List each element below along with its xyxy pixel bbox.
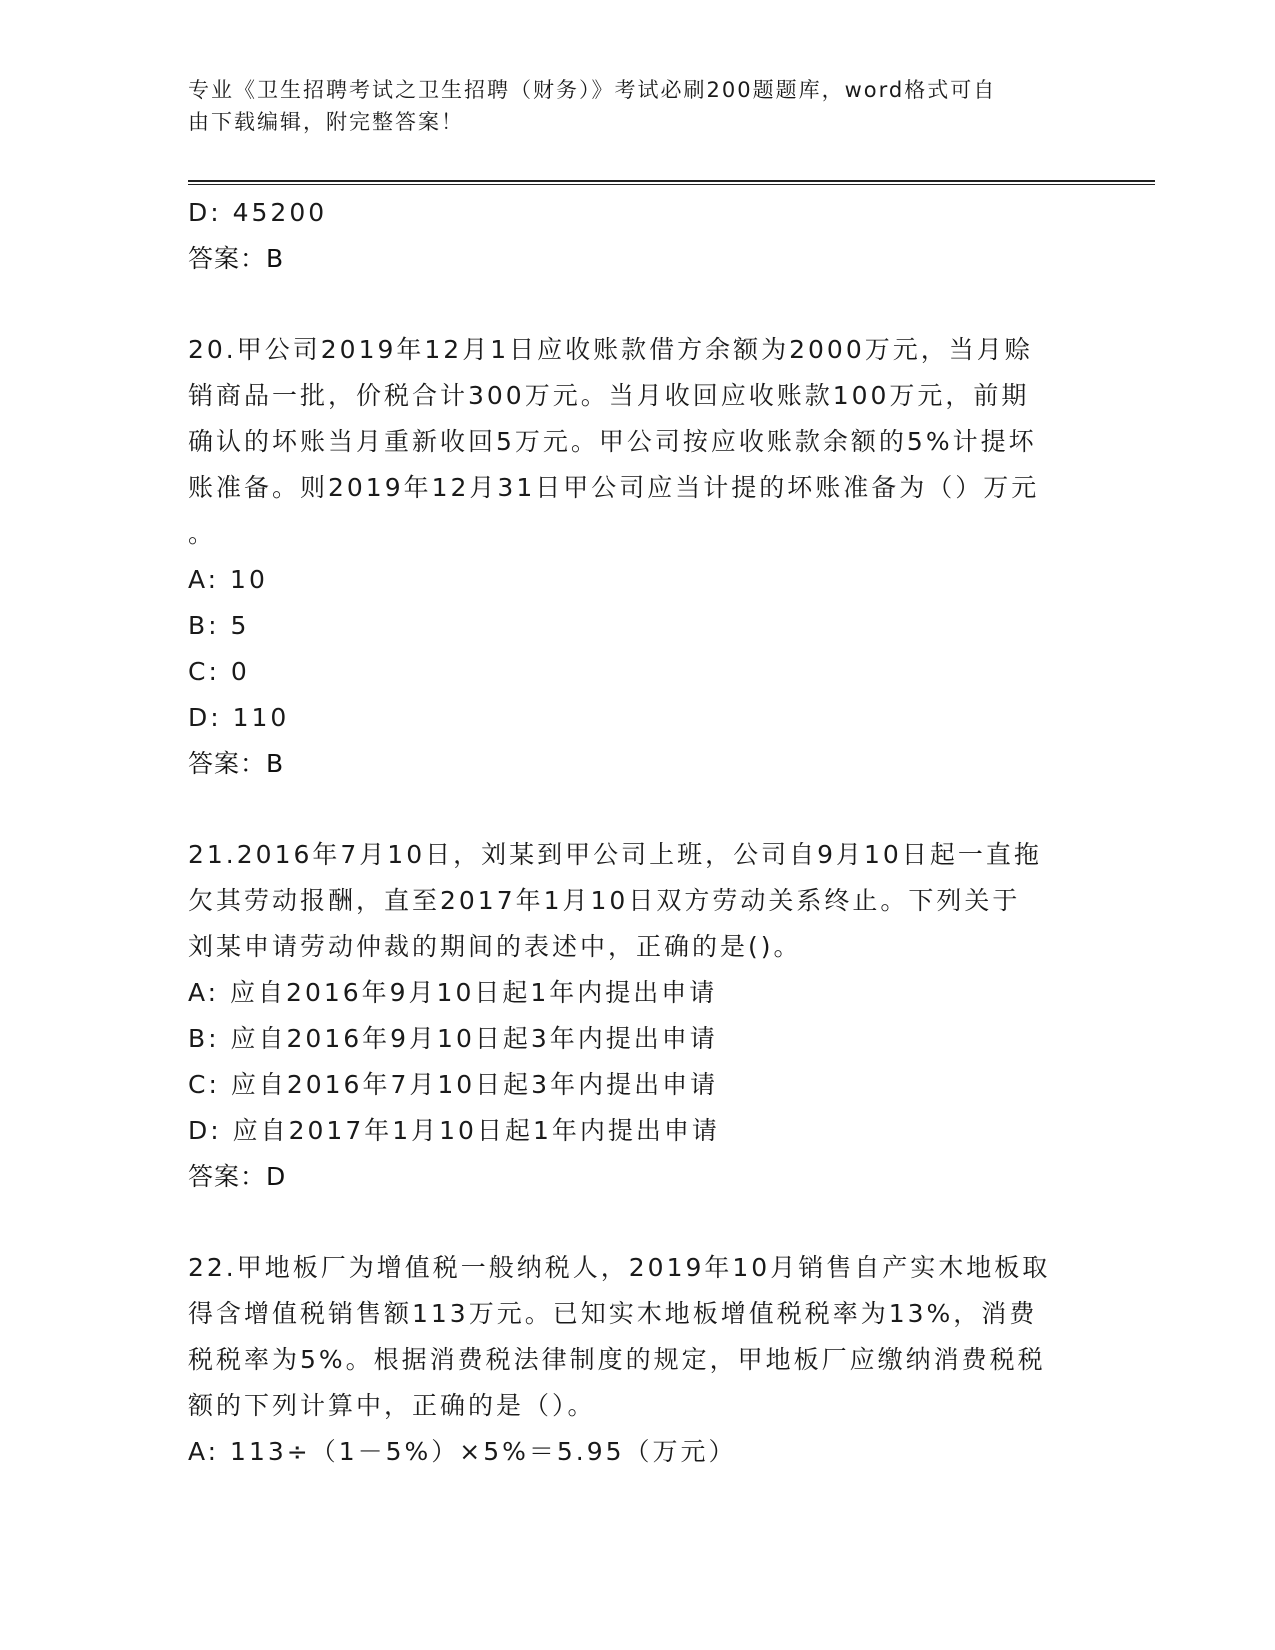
q21-stem-line: 刘某申请劳动仲裁的期间的表述中，正确的是()。: [188, 932, 802, 961]
q20-stem-line: 销商品一批，价税合计300万元。当月收回应收账款100万元，前期: [188, 381, 1030, 410]
q20-stem-line: 20.甲公司2019年12月1日应收账款借方余额为2000万元，当月赊: [188, 335, 1033, 364]
header-divider: [188, 180, 1155, 182]
q22-option-a: A: 113÷（1－5%）×5%＝5.95（万元）: [188, 1437, 737, 1466]
question-22: [188, 1245, 1088, 1475]
q22-stem-line: 22.甲地板厂为增值税一般纳税人，2019年10月销售自产实木地板取: [188, 1253, 1051, 1282]
question-gap: [188, 1200, 1088, 1245]
q20-answer: 答案：B: [188, 749, 285, 778]
question-gap: [188, 787, 1088, 832]
q21-option-c: C: 应自2016年7月10日起3年内提出申请: [188, 1070, 719, 1099]
q22-stem-line: 额的下列计算中，正确的是（）。: [188, 1391, 596, 1420]
q20-option-a: A: 10: [188, 565, 268, 594]
q22-stem-line: 得含增值税销售额113万元。已知实木地板增值税税率为13%，消费: [188, 1299, 1038, 1328]
q21-stem-line: 欠其劳动报酬，直至2017年1月10日双方劳动关系终止。下列关于: [188, 886, 1021, 915]
q20-stem-line: 账准备。则2019年12月31日甲公司应当计提的坏账准备为（）万元: [188, 473, 1040, 502]
prev-answer: 答案：B: [188, 244, 285, 273]
document-header: [188, 74, 1088, 138]
header-divider-thin: [188, 184, 1155, 185]
q21-option-a: A: 应自2016年9月10日起1年内提出申请: [188, 978, 718, 1007]
question-20: [188, 327, 1088, 787]
prev-option-d: D: 45200: [188, 198, 328, 227]
q20-option-b: B: 5: [188, 611, 250, 640]
q21-answer: 答案：D: [188, 1162, 287, 1191]
question-content: [188, 190, 1088, 1475]
q21-option-b: B: 应自2016年9月10日起3年内提出申请: [188, 1024, 718, 1053]
header-line-2: 由下载编辑，附完整答案！: [188, 110, 464, 134]
q20-option-d: D: 110: [188, 703, 290, 732]
q20-option-c: C: 0: [188, 657, 250, 686]
q21-stem-line: 21.2016年7月10日，刘某到甲公司上班，公司自9月10日起一直拖: [188, 840, 1042, 869]
header-line-1: 专业《卫生招聘考试之卫生招聘（财务）》考试必刷200题题库，word格式可自: [188, 78, 997, 102]
q21-option-d: D: 应自2017年1月10日起1年内提出申请: [188, 1116, 720, 1145]
q20-stem-line: 。: [188, 519, 217, 548]
q20-stem-line: 确认的坏账当月重新收回5万元。甲公司按应收账款余额的5%计提坏: [188, 427, 1037, 456]
q22-stem-line: 税税率为5%。根据消费税法律制度的规定，甲地板厂应缴纳消费税税: [188, 1345, 1046, 1374]
question-21: [188, 832, 1088, 1200]
question-gap: [188, 282, 1088, 327]
